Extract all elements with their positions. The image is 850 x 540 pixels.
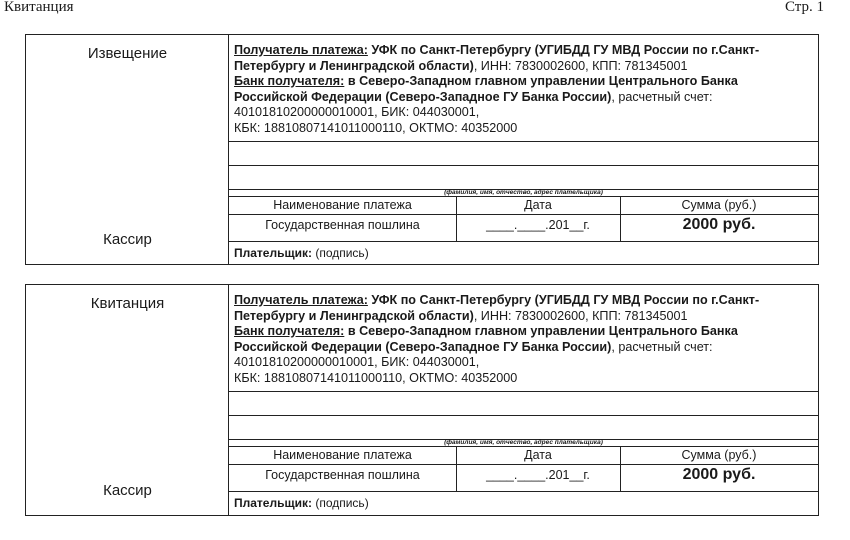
payer-name-line xyxy=(229,165,818,166)
slip-details xyxy=(229,35,818,264)
bank-name: в Северо-Западном главном управлении Центрального Банка Российской Федерации (Северо-Западное ГУ Банка России) xyxy=(234,74,738,104)
account-details: , расчетный счет: 40101810200000010001, БИК: 044030001, xyxy=(234,339,713,369)
cashier-label: Кассир xyxy=(103,231,152,248)
payer-signature xyxy=(234,496,369,510)
payment-date: ____.____.201__г. xyxy=(486,468,590,482)
slip-title: Квитанция xyxy=(90,295,165,312)
recipient-block xyxy=(234,43,814,136)
payer-name-line xyxy=(229,415,818,416)
payer-label: Плательщик: xyxy=(234,246,312,260)
inn-kpp: , ИНН: 7830002600, КПП: 781345001 xyxy=(473,308,688,323)
col-header-sum: Сумма (руб.) xyxy=(681,448,757,462)
payment-name: Государственная пошлина xyxy=(265,218,420,232)
bank-label: Банк получателя: xyxy=(234,74,345,88)
payment-name: Государственная пошлина xyxy=(265,468,420,482)
page-number: Стр. 1 xyxy=(784,0,824,15)
payment-date: ____.____.201__г. xyxy=(486,218,590,232)
bank-name: в Северо-Западном главном управлении Центрального Банка Российской Федерации (Северо-Западное ГУ Банка России) xyxy=(234,324,738,354)
recipient-name: УФК по Санкт-Петербургу (УГИБДД ГУ МВД России по г.Санкт-Петербургу и Ленинградской области) xyxy=(234,43,760,73)
col-header-name: Наименование платежа xyxy=(273,448,412,462)
table-top-line xyxy=(229,196,818,197)
payer-hint: (фамилия, имя, отчество, адрес плательщика) xyxy=(444,439,603,446)
kbk-oktmo: КБК: 18810807141011000110, ОКТМО: 40352000 xyxy=(234,120,518,135)
table-top-line xyxy=(229,446,818,447)
column-divider xyxy=(456,196,457,241)
page-header xyxy=(0,0,850,18)
inn-kpp: , ИНН: 7830002600, КПП: 781345001 xyxy=(473,58,688,73)
payment-amount: 2000 руб. xyxy=(682,216,756,233)
payer-signature xyxy=(234,246,369,260)
page-title: Квитанция xyxy=(4,0,74,15)
kbk-oktmo: КБК: 18810807141011000110, ОКТМО: 40352000 xyxy=(234,370,518,385)
col-header-name: Наименование платежа xyxy=(273,198,412,212)
column-divider xyxy=(456,446,457,491)
payer-hint: (фамилия, имя, отчество, адрес плательщика) xyxy=(444,189,603,196)
slip-details xyxy=(229,285,818,515)
payer-sign-hint: (подпись) xyxy=(315,246,369,260)
bank-label: Банк получателя: xyxy=(234,324,345,338)
table-header-line xyxy=(229,214,818,215)
col-header-date: Дата xyxy=(524,198,552,212)
notice-slip xyxy=(25,34,819,265)
recipient-label: Получатель платежа: xyxy=(234,43,368,57)
recipient-name: УФК по Санкт-Петербургу (УГИБДД ГУ МВД России по г.Санкт-Петербургу и Ленинградской области) xyxy=(234,293,760,323)
column-divider xyxy=(620,196,621,241)
cashier-label: Кассир xyxy=(103,482,152,499)
divider xyxy=(229,391,818,392)
slip-title: Извещение xyxy=(87,45,168,62)
divider xyxy=(229,141,818,142)
col-header-sum: Сумма (руб.) xyxy=(681,198,757,212)
slip-left-column xyxy=(26,35,229,264)
table-bottom-line xyxy=(229,491,818,492)
table-header-line xyxy=(229,464,818,465)
payment-amount: 2000 руб. xyxy=(682,466,756,483)
table-bottom-line xyxy=(229,241,818,242)
column-divider xyxy=(620,446,621,491)
recipient-block xyxy=(234,293,814,386)
slip-left-column xyxy=(26,285,229,515)
col-header-date: Дата xyxy=(524,448,552,462)
payer-label: Плательщик: xyxy=(234,496,312,510)
receipt-slip xyxy=(25,284,819,516)
payer-sign-hint: (подпись) xyxy=(315,496,369,510)
account-details: , расчетный счет: 40101810200000010001, БИК: 044030001, xyxy=(234,89,713,119)
recipient-label: Получатель платежа: xyxy=(234,293,368,307)
